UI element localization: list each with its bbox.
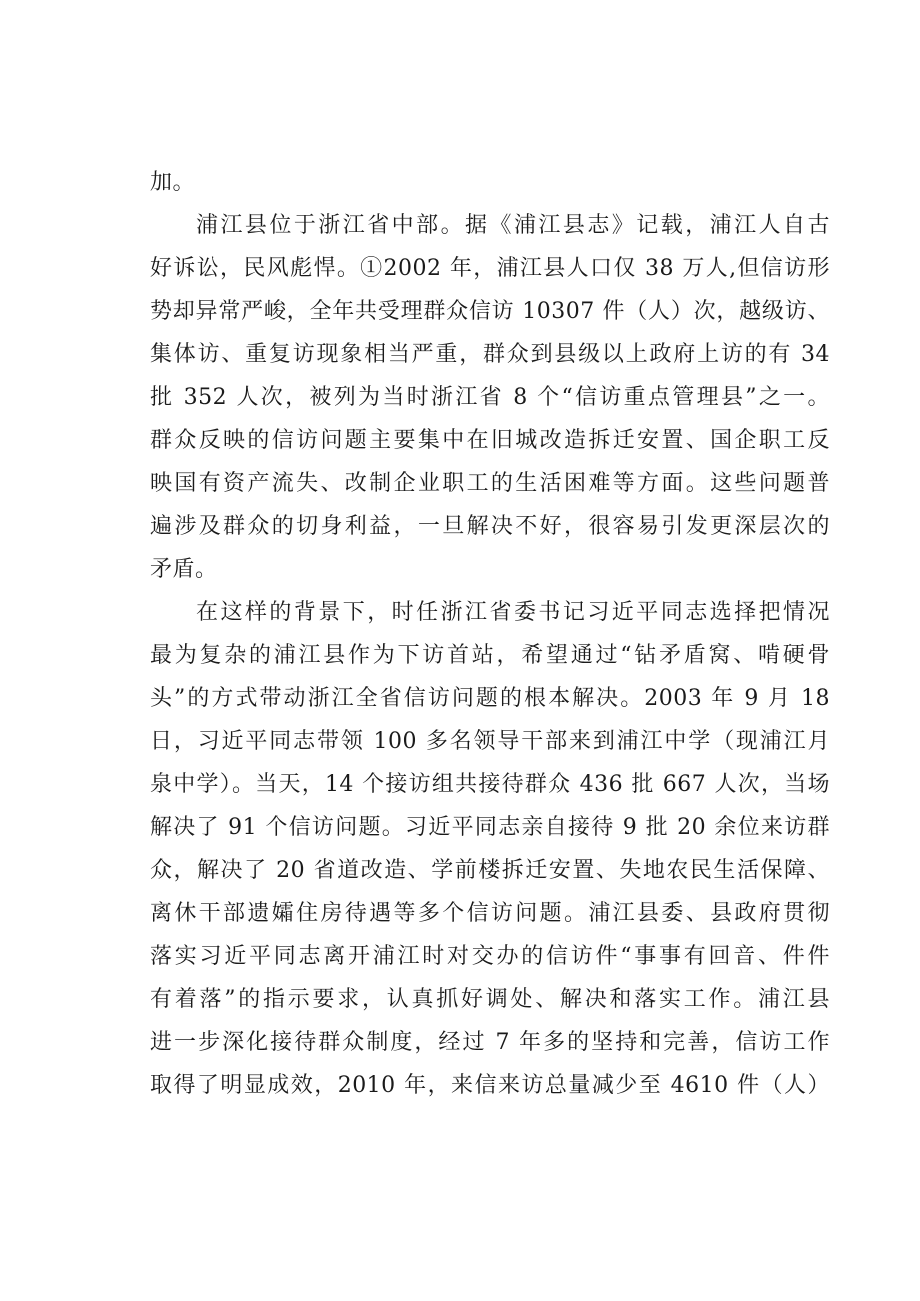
paragraph-first-line: 浦江县位于浙江省中部。据《浦江县志》记载，浦江人自古 — [196, 213, 830, 238]
text-line: 矛盾。 — [150, 557, 218, 582]
text-line: 最为复杂的浦江县作为下访首站，希望通过“钻矛盾窝、啃硬骨 — [150, 643, 830, 668]
paragraph-first-line: 在这样的背景下，时任浙江省委书记习近平同志选择把情况 — [196, 600, 830, 625]
text-line: 势却异常严峻，全年共受理群众信访 10307 件（人）次，越级访、 — [150, 299, 830, 324]
text-line: 头”的方式带动浙江全省信访问题的根本解决。2003 年 9 月 18 — [150, 686, 830, 711]
text-line: 解决了 91 个信访问题。习近平同志亲自接待 9 批 20 余位来访群 — [150, 815, 830, 840]
text-line: 众，解决了 20 省道改造、学前楼拆迁安置、失地农民生活保障、 — [150, 858, 830, 883]
text-line: 泉中学）。当天，14 个接访组共接待群众 436 批 667 人次，当场 — [150, 772, 830, 797]
text-line: 落实习近平同志离开浦江时对交办的信访件“事事有回音、件件 — [150, 944, 830, 969]
text-line: 集体访、重复访现象相当严重，群众到县级以上政府上访的有 34 — [150, 342, 830, 367]
text-line: 取得了明显成效，2010 年，来信来访总量减少至 4610 件（人） — [150, 1073, 830, 1098]
text-line: 群众反映的信访问题主要集中在旧城改造拆迁安置、国企职工反 — [150, 428, 830, 453]
text-line: 批 352 人次，被列为当时浙江省 8 个“信访重点管理县”之一。 — [150, 385, 830, 410]
text-line: 遍涉及群众的切身利益，一旦解决不好，很容易引发更深层次的 — [150, 514, 830, 539]
text-line: 加。 — [150, 170, 196, 195]
text-line: 有着落”的指示要求，认真抓好调处、解决和落实工作。浦江县 — [150, 987, 830, 1012]
text-line: 映国有资产流失、改制企业职工的生活困难等方面。这些问题普 — [150, 471, 830, 496]
text-line: 好诉讼，民风彪悍。①2002 年，浦江县人口仅 38 万人,但信访形 — [150, 256, 830, 281]
text-line: 日，习近平同志带领 100 多名领导干部来到浦江中学（现浦江月 — [150, 729, 830, 754]
text-line: 进一步深化接待群众制度，经过 7 年多的坚持和完善，信访工作 — [150, 1030, 830, 1055]
text-line: 离休干部遗孀住房待遇等多个信访问题。浦江县委、县政府贯彻 — [150, 901, 830, 926]
